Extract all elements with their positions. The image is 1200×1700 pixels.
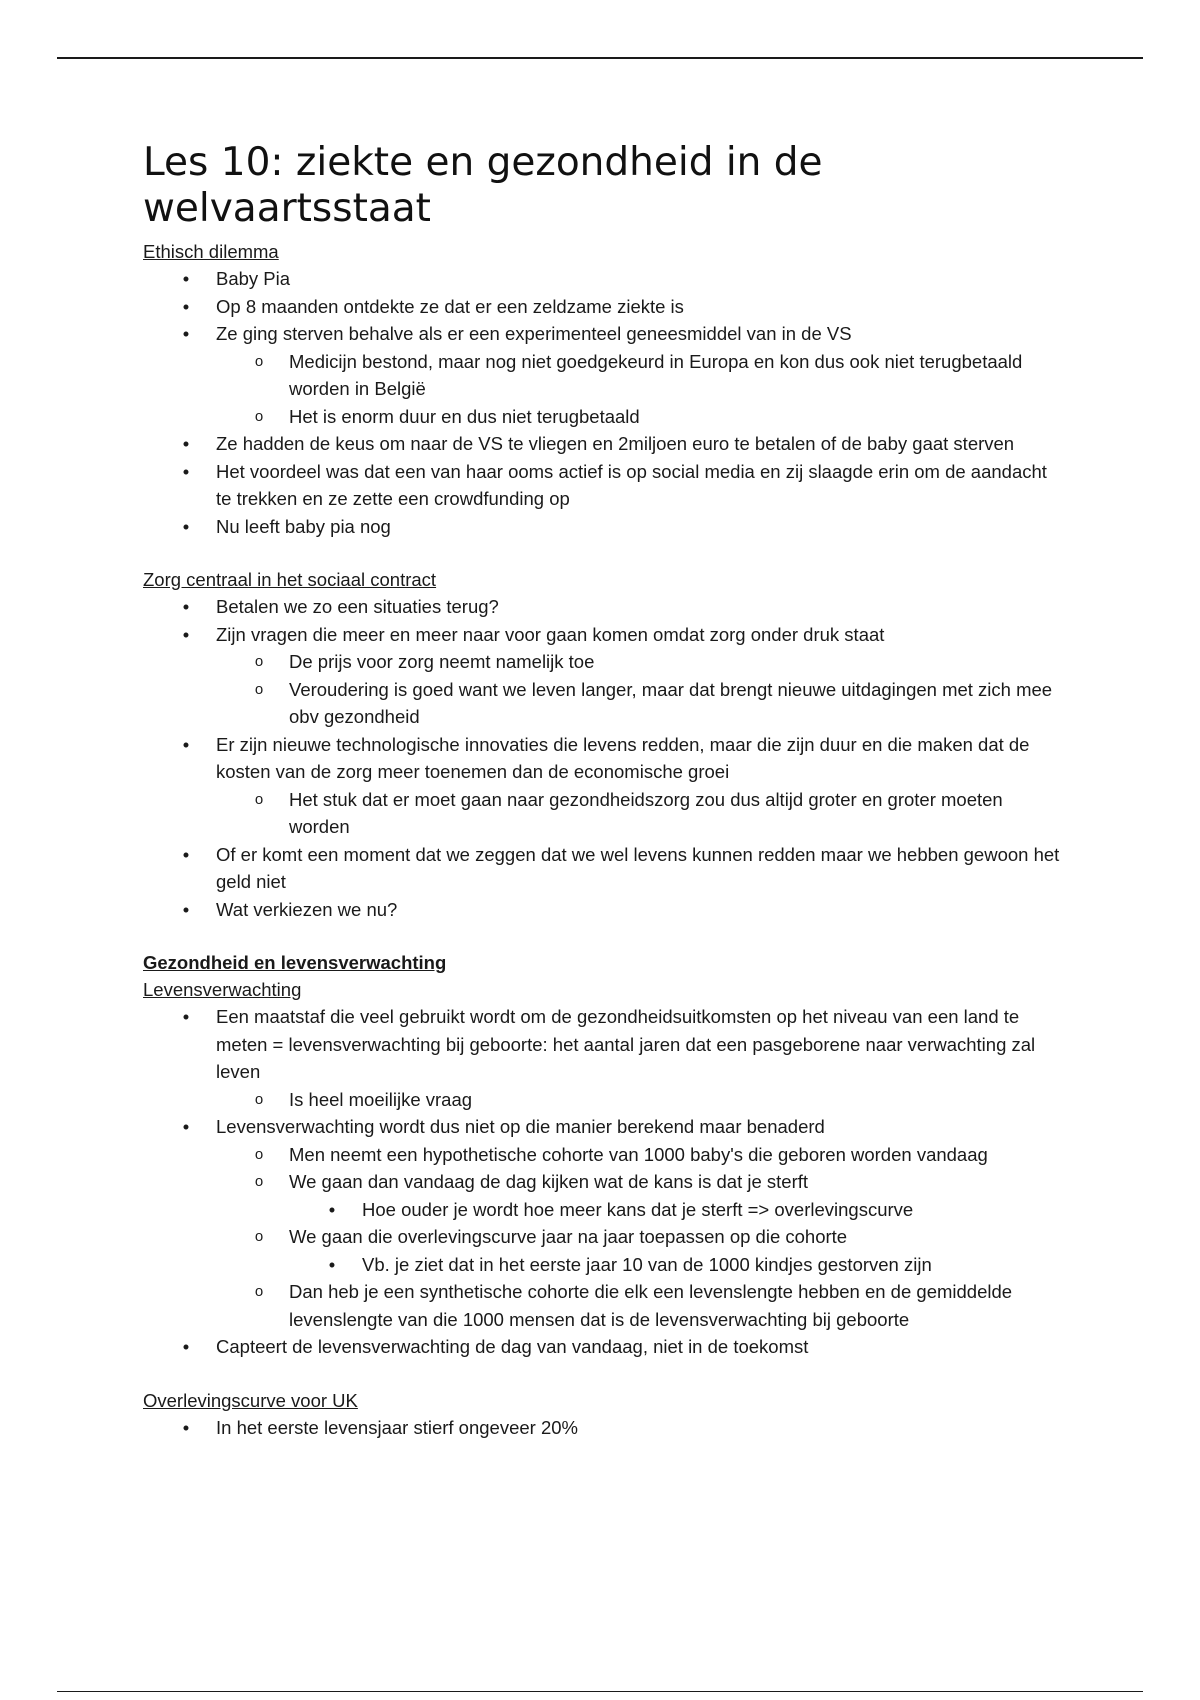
page-title: Les 10: ziekte en gezondheid in de welvaartsstaat — [143, 140, 823, 231]
bullet-icon: • — [182, 733, 190, 755]
bullet-icon: • — [182, 295, 190, 317]
section-heading: Overlevingscurve voor UK — [143, 1389, 358, 1411]
list-item: • Vb. je ziet dat in het eerste jaar 10 van de 1000 kindjes gestorven zijn — [143, 1251, 1063, 1279]
list-item: • Levensverwachting wordt dus niet op die manier berekend maar benaderd — [143, 1113, 1063, 1141]
bullet-icon: • — [182, 1416, 190, 1438]
list-item: • Baby Pia — [143, 265, 1063, 293]
list-item: • Er zijn nieuwe technologische innovaties die levens redden, maar die zijn duur en die maken dat de kosten van de zorg meer toenemen dan de economische groei — [143, 731, 1063, 786]
bottom-rule — [57, 1691, 1143, 1692]
bullet-icon: • — [182, 843, 190, 865]
list-item: • Betalen we zo een situaties terug? — [143, 593, 1063, 621]
list-item: • Ze hadden de keus om naar de VS te vliegen en 2miljoen euro te betalen of de baby gaat sterven — [143, 430, 1063, 458]
list-item: • Nu leeft baby pia nog — [143, 513, 1063, 541]
bullet-list — [143, 593, 1063, 923]
list-item: • Capteert de levensverwachting de dag van vandaag, niet in de toekomst — [143, 1333, 1063, 1361]
section-overlevingscurve-uk — [143, 1387, 1063, 1442]
list-item: o Medicijn bestond, maar nog niet goedgekeurd in Europa en kon dus ook niet terugbetaald worden in België — [143, 348, 1063, 403]
bullet-icon: • — [182, 1336, 190, 1357]
bullet-icon: • — [182, 1116, 190, 1137]
list-item: • Zijn vragen die meer en meer naar voor gaan komen omdat zorg onder druk staat — [143, 621, 1063, 649]
section-ethisch-dilemma — [143, 238, 1063, 540]
circle-bullet-icon: o — [254, 680, 264, 698]
list-item: • Of er komt een moment dat we zeggen dat we wel levens kunnen redden maar we hebben gewoon het geld niet — [143, 841, 1063, 896]
circle-bullet-icon: o — [254, 1283, 264, 1300]
bullet-icon: • — [182, 898, 190, 920]
circle-bullet-icon: o — [254, 352, 264, 370]
list-item: o Dan heb je een synthetische cohorte die elk een levenslengte hebben en de gemiddelde levenslengte van die 1000 mensen dat is de levensverwachting bij geboorte — [143, 1278, 1063, 1333]
bullet-icon: • — [182, 623, 190, 645]
list-item: o We gaan dan vandaag de dag kijken wat de kans is dat je sterft — [143, 1168, 1063, 1196]
section-gezondheid-levensverwachting — [143, 949, 1063, 1361]
list-item: • Een maatstaf die veel gebruikt wordt om de gezondheidsuitkomsten op het niveau van een land te meten = levensverwachting bij geboorte: het aantal jaren dat een pasgeborene naar verwachting zal leven — [143, 1003, 1063, 1086]
list-item: • Wat verkiezen we nu? — [143, 896, 1063, 924]
document-page — [143, 140, 1063, 1441]
list-item: o De prijs voor zorg neemt namelijk toe — [143, 648, 1063, 676]
section-heading: Zorg centraal in het sociaal contract — [143, 569, 437, 590]
bullet-icon: • — [328, 1253, 336, 1275]
list-item: o Het is enorm duur en dus niet terugbetaald — [143, 403, 1063, 431]
circle-bullet-icon: o — [254, 1173, 264, 1190]
list-item: o Het stuk dat er moet gaan naar gezondheidszorg zou dus altijd groter en groter moeten worden — [143, 786, 1063, 841]
circle-bullet-icon: o — [254, 653, 264, 670]
section-heading: Gezondheid en levensverwachting — [143, 952, 447, 973]
bullet-icon: • — [182, 323, 190, 344]
bullet-icon: • — [328, 1198, 336, 1220]
list-item: o Men neemt een hypothetische cohorte van 1000 baby's die geboren worden vandaag — [143, 1141, 1063, 1169]
list-item: o We gaan die overlevingscurve jaar na jaar toepassen op die cohorte — [143, 1223, 1063, 1251]
circle-bullet-icon: o — [254, 407, 264, 425]
list-item: • In het eerste levensjaar stierf ongeveer 20% — [143, 1414, 1063, 1442]
section-subheading: Levensverwachting — [143, 979, 302, 1000]
bullet-list — [143, 1003, 1063, 1361]
bullet-icon: • — [182, 596, 190, 617]
list-item: • Op 8 maanden ontdekte ze dat er een zeldzame ziekte is — [143, 293, 1063, 321]
bullet-icon: • — [182, 515, 190, 537]
bullet-icon: • — [182, 1006, 190, 1027]
bullet-icon: • — [182, 433, 190, 454]
section-heading: Ethisch dilemma — [143, 241, 279, 262]
bullet-icon: • — [182, 460, 190, 482]
top-rule — [57, 57, 1143, 59]
bullet-list — [143, 1414, 1063, 1442]
circle-bullet-icon: o — [254, 1228, 264, 1245]
circle-bullet-icon: o — [254, 790, 264, 808]
bullet-list — [143, 265, 1063, 540]
bullet-icon: • — [182, 268, 190, 289]
circle-bullet-icon: o — [254, 1090, 264, 1108]
list-item: o Is heel moeilijke vraag — [143, 1086, 1063, 1114]
list-item: • Ze ging sterven behalve als er een experimenteel geneesmiddel van in de VS — [143, 320, 1063, 348]
list-item: • Hoe ouder je wordt hoe meer kans dat je sterft => overlevingscurve — [143, 1196, 1063, 1224]
circle-bullet-icon: o — [254, 1145, 264, 1163]
list-item: • Het voordeel was dat een van haar ooms actief is op social media en zij slaagde erin om de aandacht te trekken en ze zette een crowdfunding op — [143, 458, 1063, 513]
section-zorg-centraal — [143, 566, 1063, 923]
list-item: o Veroudering is goed want we leven langer, maar dat brengt nieuwe uitdagingen met zich mee obv gezondheid — [143, 676, 1063, 731]
